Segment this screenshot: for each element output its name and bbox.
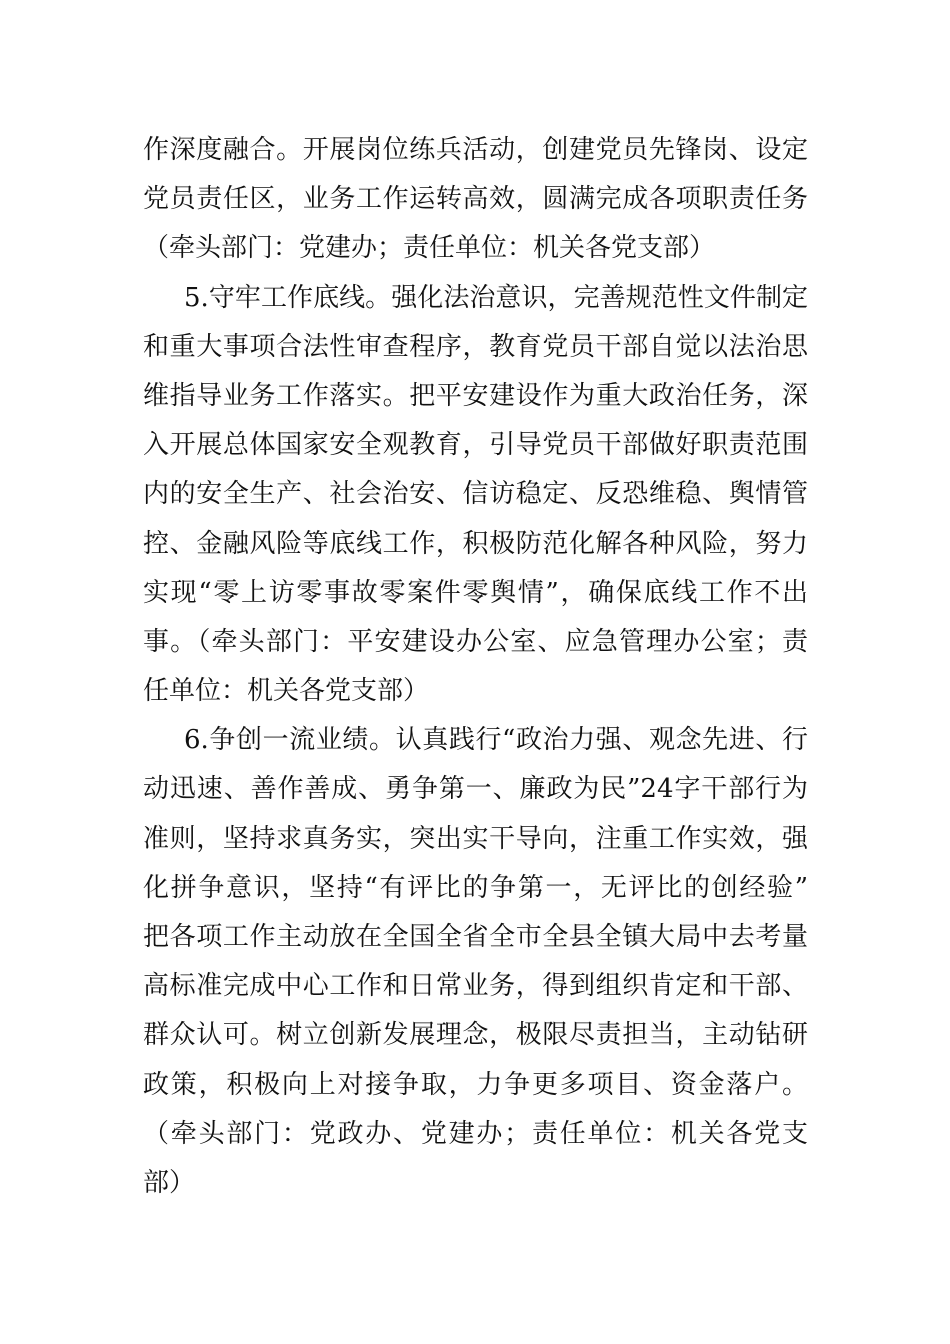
text-line: （牵头部门：党建办；责任单位：机关各党支部） bbox=[143, 233, 716, 264]
text-line: 把各项工作主动放在全国全省全市全县全镇大局中去考量 bbox=[143, 922, 808, 952]
text-line: 准则，坚持求真务实，突出实干导向，注重工作实效，强 bbox=[143, 823, 808, 854]
paragraph-intro-continued bbox=[143, 126, 808, 274]
text-line: 作深度融合。开展岗位练兵活动，创建党员先锋岗、设定 bbox=[143, 135, 808, 165]
text-line: 高标准完成中心工作和日常业务，得到组织肯定和干部、 bbox=[143, 971, 808, 1002]
text-line: 化拼争意识，坚持“有评比的争第一，无评比的创经验” bbox=[143, 872, 808, 903]
text-line: 党员责任区，业务工作运转高效，圆满完成各项职责任务 bbox=[143, 184, 808, 215]
text-line: 部） bbox=[143, 1167, 196, 1198]
paragraph-item-5 bbox=[143, 274, 808, 717]
text-line: 内的安全生产、社会治安、信访稳定、反恐维稳、舆情管 bbox=[143, 479, 808, 510]
text-line: （牵头部门：党政办、党建办；责任单位：机关各党支 bbox=[143, 1118, 808, 1149]
document-body bbox=[143, 126, 808, 1208]
paragraph-item-6 bbox=[143, 716, 808, 1208]
text-line: 事。（牵头部门：平安建设办公室、应急管理办公室；责 bbox=[143, 626, 808, 657]
text-line: 入开展总体国家安全观教育，引导党员干部做好职责范围 bbox=[143, 430, 808, 461]
text-line: 动迅速、善作善成、勇争第一、廉政为民”24字干部行为 bbox=[143, 774, 808, 805]
text-line: 5.守牢工作底线。强化法治意识，完善规范性文件制定 bbox=[184, 282, 808, 313]
text-line: 和重大事项合法性审查程序，教育党员干部自觉以法治思 bbox=[143, 331, 808, 362]
text-line: 6.争创一流业绩。认真践行“政治力强、观念先进、行 bbox=[184, 725, 808, 756]
text-line: 任单位：机关各党支部） bbox=[143, 676, 430, 707]
text-line: 政策，积极向上对接争取，力争更多项目、资金落户。 bbox=[143, 1069, 808, 1100]
text-line: 实现“零上访零事故零案件零舆情”，确保底线工作不出 bbox=[143, 577, 808, 608]
text-line: 群众认可。树立创新发展理念，极限尽责担当，主动钻研 bbox=[143, 1020, 808, 1051]
text-line: 控、金融风险等底线工作，积极防范化解各种风险，努力 bbox=[143, 528, 808, 559]
text-line: 维指导业务工作落实。把平安建设作为重大政治任务，深 bbox=[143, 380, 808, 411]
